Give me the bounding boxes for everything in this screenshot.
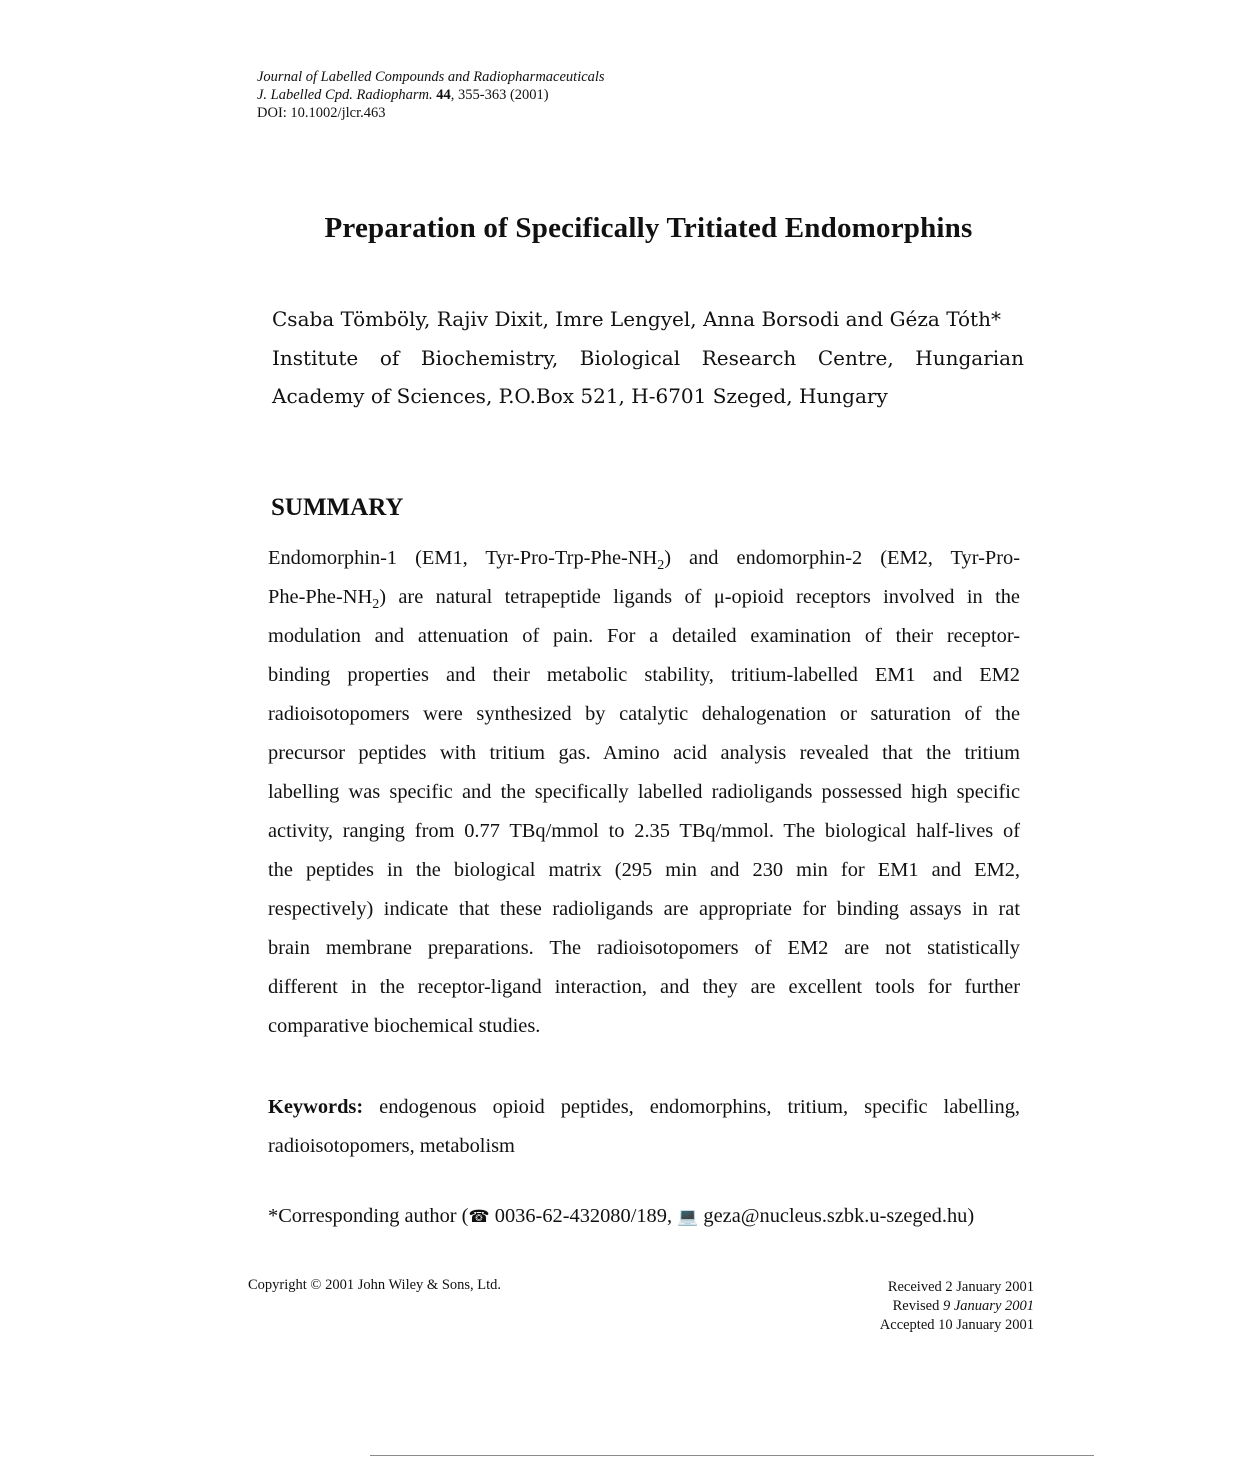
accepted-date: Accepted 10 January 2001 [879, 1317, 1034, 1333]
phone-icon: ☎ [468, 1207, 490, 1227]
email-address[interactable]: geza@nucleus.szbk.u-szeged.hu) [698, 1205, 975, 1227]
abstract-line: radioisotopomers were synthesized by catalytic dehalogenation or saturation of the [268, 703, 1020, 725]
abstract-line: precursor peptides with tritium gas. Amino acid analysis revealed that the tritium [268, 742, 1020, 764]
abstract-line [268, 578, 1020, 617]
author-names: Csaba Tömböly, Rajiv Dixit, Imre Lengyel, Anna Borsodi and Géza Tóth* [272, 307, 1001, 331]
subscript: 2 [372, 597, 380, 613]
received-date: Received 2 January 2001 [887, 1279, 1034, 1295]
keywords-label: Keywords: [268, 1096, 364, 1118]
abstract-fragment: Phe-Phe-NH [268, 586, 373, 608]
abstract-fragment: Endomorphin-1 (EM1, Tyr-Pro-Trp-Phe-NH [268, 547, 658, 569]
paper-title: Preparation of Specifically Tritiated Endomorphins [324, 212, 973, 244]
keywords-line [268, 1088, 1020, 1127]
citation-abbrev: J. Labelled Cpd. Radiopharm. [257, 87, 433, 103]
revised-value: 9 January 2001 [942, 1298, 1034, 1314]
abstract-line: activity, ranging from 0.77 TBq/mmol to 2.35 TBq/mmol. The biological half-lives of [268, 820, 1020, 842]
computer-icon: 💻 [677, 1207, 699, 1227]
abstract-line [268, 539, 1020, 578]
citation [257, 86, 605, 104]
publication-dates [880, 1278, 1034, 1335]
keywords-text: endogenous opioid peptides, endomorphins, tritium, specific labelling, [363, 1096, 1020, 1118]
keywords-line: radioisotopomers, metabolism [268, 1135, 515, 1157]
summary-heading: SUMMARY [271, 494, 404, 521]
abstract-line: binding properties and their metabolic stability, tritium-labelled EM1 and EM2 [268, 664, 1020, 686]
phone-number: 0036-62-432080/189, [489, 1205, 678, 1227]
bottom-rule [370, 1455, 1094, 1456]
abstract-fragment: ) are natural tetrapeptide ligands of μ-opioid receptors involved in the [379, 586, 1020, 608]
abstract-line: different in the receptor-ligand interaction, and they are excellent tools for further [268, 976, 1020, 998]
affiliation-line-1: Institute of Biochemistry, Biological Research Centre, Hungarian [272, 345, 1024, 370]
abstract-line: modulation and attenuation of pain. For a detailed examination of their receptor- [268, 625, 1020, 647]
corresponding-author [268, 1205, 974, 1228]
journal-header [257, 68, 605, 122]
copyright: Copyright © 2001 John Wiley & Sons, Ltd. [248, 1277, 502, 1293]
corresponding-prefix: *Corresponding author ( [268, 1205, 469, 1227]
revised-label: Revised [892, 1298, 943, 1314]
volume: 44 [436, 87, 451, 103]
subscript: 2 [657, 558, 665, 574]
author-block [272, 300, 1024, 416]
abstract-line: brain membrane preparations. The radioisotopomers of EM2 are not statistically [268, 937, 1020, 959]
abstract-line: the peptides in the biological matrix (295 min and 230 min for EM1 and EM2, [268, 859, 1020, 881]
keywords-block [268, 1088, 1020, 1166]
abstract-line: comparative biochemical studies. [268, 1015, 541, 1037]
doi: DOI: 10.1002/jlcr.463 [257, 105, 386, 121]
abstract-line: labelling was specific and the specifically labelled radioligands possessed high specific [268, 781, 1020, 803]
abstract-fragment: ) and endomorphin-2 (EM2, Tyr-Pro- [664, 547, 1020, 569]
abstract-line: respectively) indicate that these radioligands are appropriate for binding assays in rat [268, 898, 1020, 920]
revised-date [880, 1297, 1034, 1316]
affiliation-line-2: Academy of Sciences, P.O.Box 521, H-6701 Szeged, Hungary [272, 384, 888, 408]
pages-year: , 355-363 (2001) [450, 87, 549, 103]
journal-name: Journal of Labelled Compounds and Radiopharmaceuticals [257, 69, 605, 85]
abstract-text [268, 539, 1020, 1046]
